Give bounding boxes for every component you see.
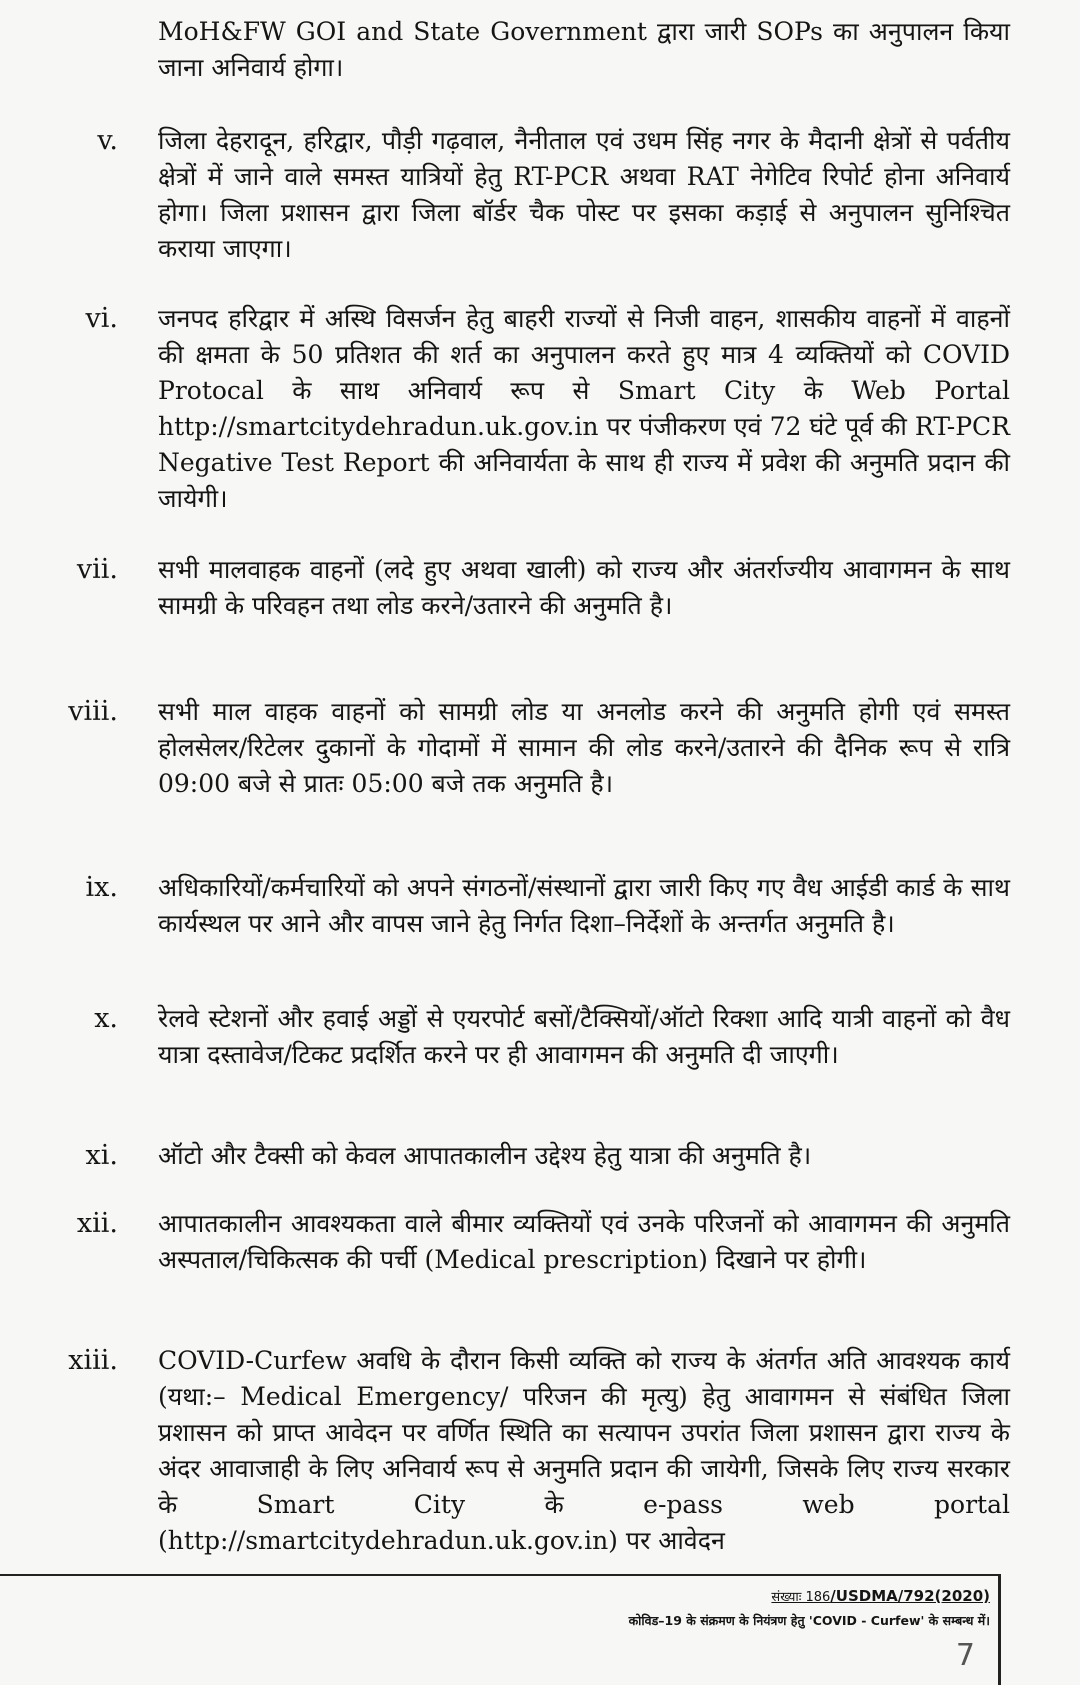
item-number-viii: viii. xyxy=(68,696,118,727)
item-number-x: x. xyxy=(94,1003,118,1034)
item-text-vi: जनपद हरिद्वार में अस्थि विसर्जन हेतु बाहरी राज्यों से निजी वाहन, शासकीय वाहनों में वाहनों की क्षमता के 50 प्रतिशत की शर्त का अनुपालन करते हुए मात्र 4 व्यक्तियों को COVID Protocal के साथ अनिवार्य रूप से Smart City के Web Portal http://smartcitydehradun.uk.gov.in पर पंजीकरण एवं 72 घंटे पूर्व की RT-PCR Negative Test Report की अनिवार्यता के साथ ही राज्य में प्रवेश की अनुमति प्रदान की जायेगी। xyxy=(158,304,1010,513)
item-number-xi: xi. xyxy=(85,1140,118,1171)
item-number-v: v. xyxy=(97,125,118,156)
item-text-xiii: COVID-Curfew अवधि के दौरान किसी व्यक्ति को राज्य के अंतर्गत अति आवश्यक कार्य (यथा:– Medical Emergency/ परिजन की मृत्यु) हेतु आवागमन से संबंधित जिला प्रशासन को प्राप्त आवेदन पर वर्णित स्थिति का सत्यापन उपरांत जिला प्रशासन द्वारा राज्य के अंदर आवाजाही के लिए अनिवार्य रूप से अनुमति प्रदान की जायेगी, जिसके लिए राज्य सरकार के Smart City के e-pass web portal (http://smartcitydehradun.uk.gov.in) पर आवेदन xyxy=(158,1346,1010,1555)
footer-reference-number xyxy=(771,1587,990,1605)
footer-subject: कोविड–19 के संक्रमण के नियंत्रण हेतु 'COVID - Curfew' के सम्बन्ध में। xyxy=(628,1613,990,1628)
item-text-ix: अधिकारियों/कर्मचारियों को अपने संगठनों/संस्थानों द्वारा जारी किए गए वैध आईडी कार्ड के साथ कार्यस्थल पर आने और वापस जाने हेतु निर्गत दिशा–निर्देशों के अन्तर्गत अनुमति है। xyxy=(158,873,1010,938)
item-text-viii: सभी माल वाहक वाहनों को सामग्री लोड या अनलोड करने की अनुमति होगी एवं समस्त होलसेलर/रिटेलर दुकानों के गोदामों में सामान की लोड करने/उतारने की दैनिक रूप से रात्रि 09:00 बजे से प्रातः 05:00 बजे तक अनुमति है। xyxy=(158,697,1010,798)
page-number: 7 xyxy=(955,1638,975,1673)
item-text-xii: आपातकालीन आवश्यकता वाले बीमार व्यक्तियों एवं उनके परिजनों को आवागमन की अनुमति अस्पताल/चिकित्सक की पर्ची (Medical prescription) दिखाने पर होगी। xyxy=(158,1209,1010,1274)
item-number-xiii: xiii. xyxy=(68,1345,118,1376)
footer-ref-main: /USDMA/792(2020) xyxy=(830,1587,990,1605)
item-number-vi: vi. xyxy=(85,303,118,334)
item-number-ix: ix. xyxy=(85,872,118,903)
item-text-v: जिला देहरादून, हरिद्वार, पौड़ी गढ़वाल, नैनीताल एवं उधम सिंह नगर के मैदानी क्षेत्रों से पर्वतीय क्षेत्रों में जाने वाले समस्त यात्रियों हेतु RT-PCR अथवा RAT नेगेटिव रिपोर्ट होना अनिवार्य होगा। जिला प्रशासन द्वारा जिला बॉर्डर चैक पोस्ट पर इसका कड़ाई से अनुपालन सुनिश्चित कराया जाएगा। xyxy=(158,126,1010,263)
item-text-xi: ऑटो और टैक्सी को केवल आपातकालीन उद्देश्य हेतु यात्रा की अनुमति है। xyxy=(158,1141,812,1170)
footer-vertical-rule xyxy=(998,1574,1001,1685)
footer-divider xyxy=(0,1574,1000,1576)
item-number-vii: vii. xyxy=(76,554,118,585)
item-number-xii: xii. xyxy=(76,1208,118,1239)
footer-ref-prefix: संख्याः 186 xyxy=(771,1590,831,1605)
item-text-continued: MoH&FW GOI and State Government द्वारा जारी SOPs का अनुपालन किया जाना अनिवार्य होगा। xyxy=(158,17,1010,82)
item-text-x: रेलवे स्टेशनों और हवाई अड्डों से एयरपोर्ट बसों/टैक्सियों/ऑटो रिक्शा आदि यात्री वाहनों को वैध यात्रा दस्तावेज/टिकट प्रदर्शित करने पर ही आवागमन की अनुमति दी जाएगी। xyxy=(158,1004,1010,1069)
item-text-vii: सभी मालवाहक वाहनों (लदे हुए अथवा खाली) को राज्य और अंतर्राज्यीय आवागमन के साथ सामग्री के परिवहन तथा लोड करने/उतारने की अनुमति है। xyxy=(158,555,1010,620)
